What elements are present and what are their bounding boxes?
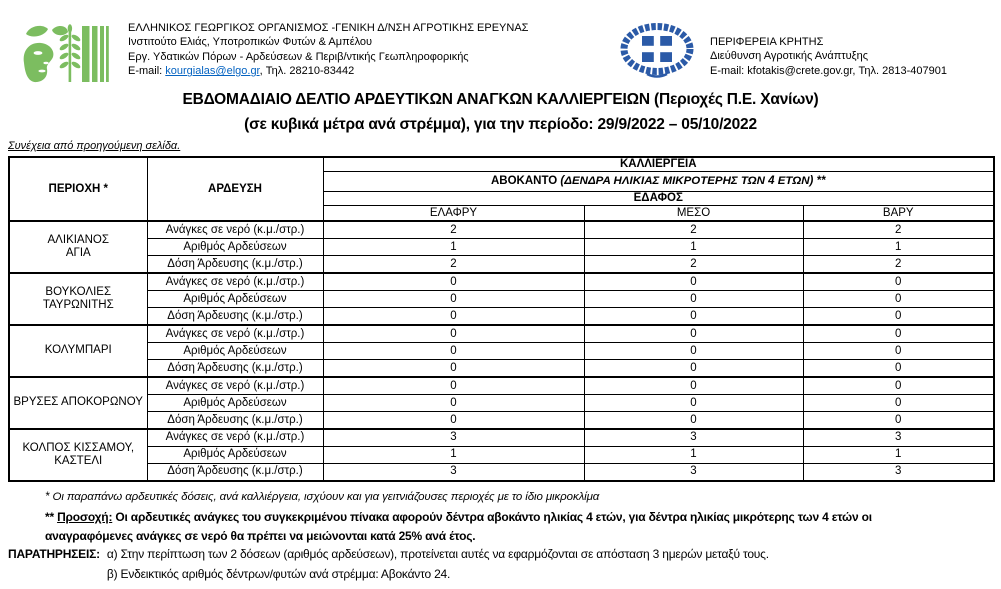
table-row bbox=[9, 394, 994, 411]
value-cell: 0 bbox=[803, 342, 994, 359]
value-cell: 3 bbox=[803, 429, 994, 446]
col-header-soil: ΕΔΑΦΟΣ bbox=[323, 191, 994, 205]
value-cell: 0 bbox=[803, 412, 994, 429]
value-cell: 3 bbox=[803, 464, 994, 481]
greek-coat-of-arms-icon bbox=[619, 23, 695, 79]
col-header-crop: ΚΑΛΛΙΕΡΓΕΙΑ bbox=[323, 157, 994, 171]
email-link[interactable]: kourgialas@elgo.gr bbox=[165, 65, 260, 78]
region-authority: ΠΕΡΙΦΕΡΕΙΑ ΚΡΗΤΗΣ bbox=[710, 36, 824, 48]
soil-type-heavy: ΒΑΡΥ bbox=[803, 205, 994, 221]
value-cell: 0 bbox=[323, 342, 584, 359]
soil-type-medium: ΜΕΣΟ bbox=[584, 205, 803, 221]
org-lab: Εργ. Υδατικών Πόρων - Αρδεύσεων & Περιβ/ντικής Γεωπληροφορικής bbox=[128, 50, 469, 63]
value-cell: 0 bbox=[803, 394, 994, 411]
observation-b: β) Ενδεικτικός αριθμός δέντρων/φυτών ανά στρέμμα: Αβοκάντο 24. bbox=[106, 567, 451, 581]
observation-a: α) Στην περίπτωση των 2 δόσεων (αριθμός αρδεύσεων), προτείνεται αυτές να εφαρμόζονται σε απόσταση 3 ημερών μεταξύ τους. bbox=[106, 547, 769, 561]
col-header-irrigation: ΑΡΔΕΥΣΗ bbox=[147, 157, 323, 221]
value-cell: 0 bbox=[323, 394, 584, 411]
value-cell: 1 bbox=[584, 239, 803, 256]
value-cell: 0 bbox=[803, 273, 994, 290]
irrigation-metric-label: Ανάγκες σε νερό (κ.μ./στρ.) bbox=[147, 429, 323, 446]
irrigation-metric-label: Αριθμός Αρδεύσεων bbox=[147, 239, 323, 256]
irrigation-metric-label: Αριθμός Αρδεύσεων bbox=[147, 342, 323, 359]
value-cell: 3 bbox=[584, 429, 803, 446]
irrigation-metric-label: Δόση Άρδευσης (κ.μ./στρ.) bbox=[147, 412, 323, 429]
value-cell: 1 bbox=[323, 239, 584, 256]
footnote-stars: ** bbox=[45, 510, 58, 524]
value-cell: 1 bbox=[584, 446, 803, 463]
value-cell: 2 bbox=[584, 221, 803, 238]
value-cell: 2 bbox=[584, 256, 803, 273]
value-cell: 0 bbox=[323, 377, 584, 394]
value-cell: 0 bbox=[323, 308, 584, 325]
region-name-cell: ΚΟΛΥΜΠΑΡΙ bbox=[9, 325, 147, 377]
attention-label: Προσοχή: bbox=[57, 510, 113, 524]
irrigation-metric-label: Ανάγκες σε νερό (κ.μ./στρ.) bbox=[147, 377, 323, 394]
table-row bbox=[9, 446, 994, 463]
right-contact: E-mail: kfotakis@crete.gov.gr, Τηλ. 2813-407901 bbox=[710, 64, 947, 77]
irrigation-metric-label: Ανάγκες σε νερό (κ.μ./στρ.) bbox=[147, 273, 323, 290]
attention-text-line2: αναγραφόμενες ανάγκες σε νερό θα πρέπει να μειώνονται κατά 25% ανά έτος. bbox=[45, 529, 476, 543]
value-cell: 0 bbox=[323, 412, 584, 429]
value-cell: 1 bbox=[803, 446, 994, 463]
value-cell: 0 bbox=[803, 377, 994, 394]
value-cell: 0 bbox=[584, 412, 803, 429]
value-cell: 2 bbox=[803, 221, 994, 238]
region-name-cell: ΒΡΥΣΕΣ ΑΠΟΚΟΡΩΝΟΥ bbox=[9, 377, 147, 429]
table-row bbox=[9, 256, 994, 273]
soil-type-light: ΕΛΑΦΡΥ bbox=[323, 205, 584, 221]
value-cell: 0 bbox=[584, 394, 803, 411]
region-name-cell: ΑΛΙΚΙΑΝΟΣ ΑΓΙΑ bbox=[9, 221, 147, 273]
value-cell: 0 bbox=[323, 291, 584, 308]
value-cell: 0 bbox=[803, 308, 994, 325]
footnote-neighbouring-areas: * Οι παραπάνω αρδευτικές δόσεις, ανά καλλιέργεια, ισχύουν και για γειτνιάζουσες περιοχές με το ίδιο μικροκλίμα bbox=[45, 491, 600, 503]
table-row bbox=[9, 464, 994, 481]
document-title-line2: (σε κυβικά μέτρα ανά στρέμμα), για την περίοδο: 29/9/2022 – 05/10/2022 bbox=[244, 116, 757, 133]
directorate: Διεύθυνση Αγροτικής Ανάπτυξης bbox=[710, 50, 869, 63]
org-contact bbox=[128, 64, 528, 78]
value-cell: 1 bbox=[323, 446, 584, 463]
continuation-note: Συνέχεια από προηγούμενη σελίδα. bbox=[8, 140, 181, 152]
irrigation-metric-label: Ανάγκες σε νερό (κ.μ./στρ.) bbox=[147, 221, 323, 238]
table-row bbox=[9, 239, 994, 256]
irrigation-metric-label: Δόση Άρδευσης (κ.μ./στρ.) bbox=[147, 464, 323, 481]
col-header-region: ΠΕΡΙΟΧΗ * bbox=[9, 157, 147, 221]
value-cell: 3 bbox=[584, 464, 803, 481]
table-row bbox=[9, 291, 994, 308]
table-row bbox=[9, 429, 994, 446]
value-cell: 2 bbox=[323, 256, 584, 273]
irrigation-metric-label: Δόση Άρδευσης (κ.μ./στρ.) bbox=[147, 256, 323, 273]
value-cell: 1 bbox=[803, 239, 994, 256]
header-row-crop bbox=[9, 157, 994, 171]
value-cell: 0 bbox=[323, 273, 584, 290]
value-cell: 0 bbox=[584, 308, 803, 325]
table-row bbox=[9, 273, 994, 290]
region-name-cell: ΚΟΛΠΟΣ ΚΙΣΣΑΜΟΥ, ΚΑΣΤΕΛΙ bbox=[9, 429, 147, 481]
value-cell: 0 bbox=[323, 360, 584, 377]
table-row bbox=[9, 342, 994, 359]
elgo-dimitra-logo-icon bbox=[20, 23, 110, 87]
document-title-line1: ΕΒΔΟΜΑΔΙΑΙΟ ΔΕΛΤΙΟ ΑΡΔΕΥΤΙΚΩΝ ΑΝΑΓΚΩΝ ΚΑΛΛΙΕΡΓΕΙΩΝ (Περιοχές Π.Ε. Χανίων) bbox=[182, 91, 819, 108]
value-cell: 3 bbox=[323, 429, 584, 446]
irrigation-metric-label: Αριθμός Αρδεύσεων bbox=[147, 394, 323, 411]
value-cell: 0 bbox=[584, 360, 803, 377]
value-cell: 2 bbox=[323, 221, 584, 238]
table-row bbox=[9, 360, 994, 377]
table-row bbox=[9, 412, 994, 429]
table-row bbox=[9, 221, 994, 238]
region-name-cell: ΒΟΥΚΟΛΙΕΣ ΤΑΥΡΩΝΙΤΗΣ bbox=[9, 273, 147, 325]
value-cell: 2 bbox=[803, 256, 994, 273]
attention-text-line1: Οι αρδευτικές ανάγκες του συγκεκριμένου πίνακα αφορούν δέντρα αβοκάντο ηλικίας 4 ετών, για δέντρα ηλικίας μικρότερης των 4 ετών οι bbox=[112, 510, 872, 524]
irrigation-needs-table bbox=[8, 156, 995, 482]
value-cell: 0 bbox=[584, 273, 803, 290]
org-name: ΕΛΛΗΝΙΚΟΣ ΓΕΩΡΓΙΚΟΣ ΟΡΓΑΝΙΣΜΟΣ -ΓΕΝΙΚΗ Δ/ΝΣΗ ΑΓΡΟΤΙΚΗΣ ΕΡΕΥΝΑΣ bbox=[128, 22, 529, 34]
left-letterhead bbox=[128, 21, 528, 79]
table-body bbox=[9, 157, 994, 481]
value-cell: 0 bbox=[584, 377, 803, 394]
irrigation-metric-label: Ανάγκες σε νερό (κ.μ./στρ.) bbox=[147, 325, 323, 342]
table-row bbox=[9, 325, 994, 342]
observations bbox=[8, 544, 769, 584]
table-row bbox=[9, 377, 994, 394]
observations-label: ΠΑΡΑΤΗΡΗΣΕΙΣ: bbox=[8, 547, 100, 561]
table-row bbox=[9, 308, 994, 325]
phone-text: , Τηλ. 28210-83442 bbox=[259, 65, 355, 78]
irrigation-metric-label: Αριθμός Αρδεύσεων bbox=[147, 291, 323, 308]
right-letterhead bbox=[710, 35, 947, 78]
value-cell: 0 bbox=[803, 291, 994, 308]
email-label: E-mail: bbox=[128, 65, 166, 78]
irrigation-metric-label: Δόση Άρδευσης (κ.μ./στρ.) bbox=[147, 308, 323, 325]
org-institute: Ινστιτούτο Ελιάς, Υποτροπικών Φυτών & Αμπέλου bbox=[128, 36, 373, 49]
value-cell: 0 bbox=[584, 342, 803, 359]
crop-age-note: (ΔΕΝΔΡΑ ΗΛΙΚΙΑΣ ΜΙΚΡΟΤΕΡΗΣ ΤΩΝ 4 ΕΤΩΝ) ** bbox=[560, 174, 826, 187]
crop-name: ΑΒΟΚΑΝΤΟ bbox=[490, 174, 561, 187]
irrigation-metric-label: Αριθμός Αρδεύσεων bbox=[147, 446, 323, 463]
value-cell: 3 bbox=[323, 464, 584, 481]
value-cell: 0 bbox=[803, 360, 994, 377]
irrigation-metric-label: Δόση Άρδευσης (κ.μ./στρ.) bbox=[147, 360, 323, 377]
value-cell: 0 bbox=[584, 291, 803, 308]
value-cell: 0 bbox=[584, 325, 803, 342]
value-cell: 0 bbox=[323, 325, 584, 342]
value-cell: 0 bbox=[803, 325, 994, 342]
col-header-crop-name bbox=[323, 171, 994, 191]
footnote-attention bbox=[45, 508, 975, 546]
